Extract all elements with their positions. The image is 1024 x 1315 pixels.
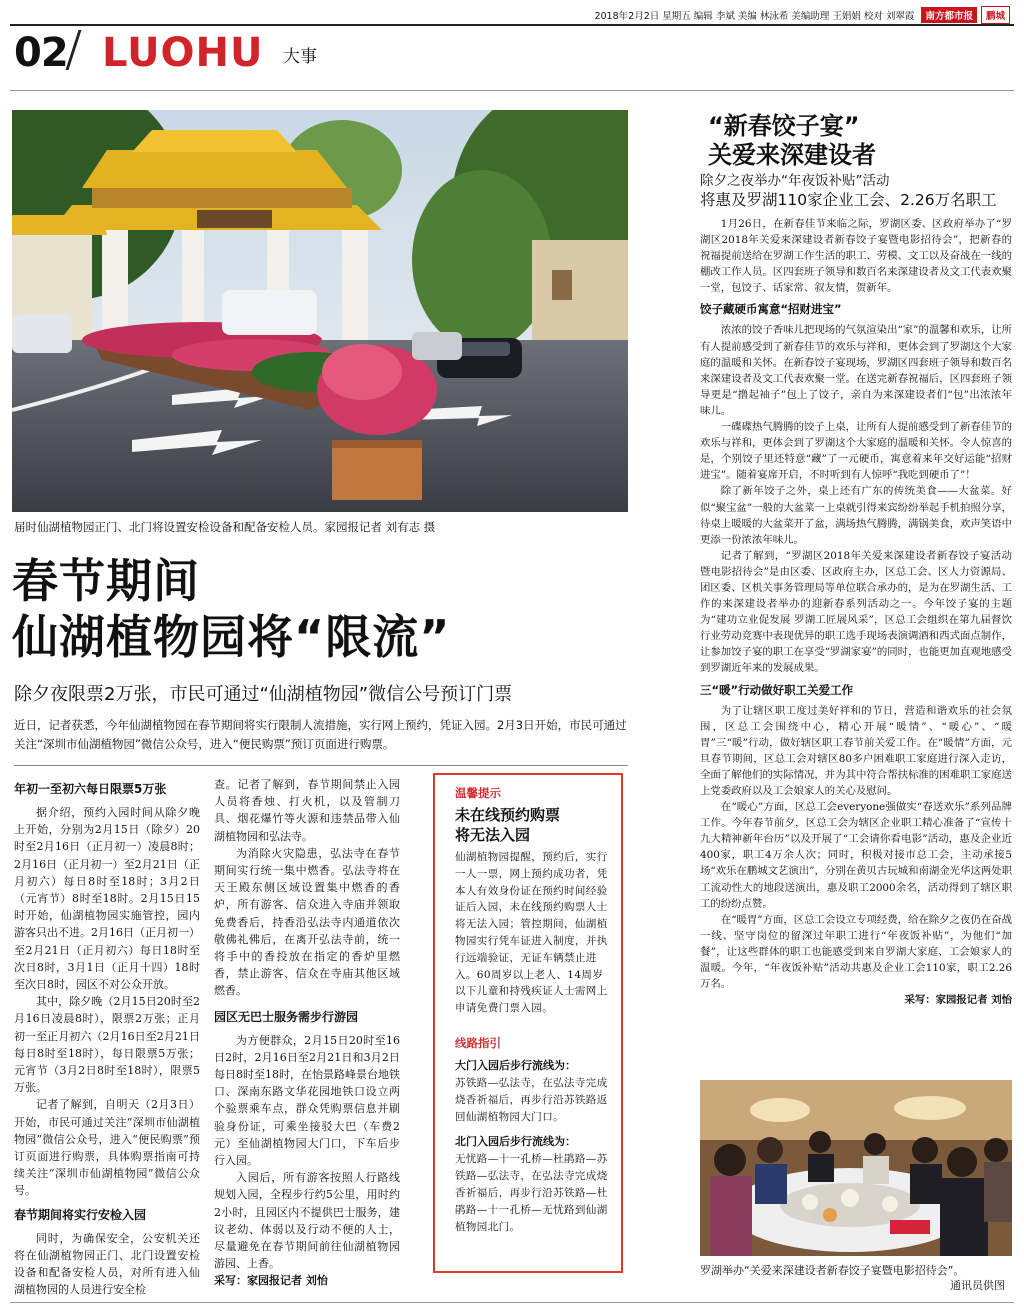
section-tag: 大事 xyxy=(283,47,317,67)
paragraph: 为了让辖区职工度过美好祥和的节日，营造和谐欢乐的社会氛围，区总工会围绕中心，精心开展“暖情”、“暖心”、“暖胃”三“暖”行动，做好辖区职工春节前关爱工作。在“暖情”方面，元旦春节期间，区总工会对辖区80多户困难职工家庭进行深入走访，全面了解他们的实际情况，并为其中符合帮扶标准的困难职工家庭送上党委政府以及工会娘家人的关心及慰问。 xyxy=(700,704,1012,797)
lead-rule xyxy=(14,765,628,766)
headline-line: “新春饺子宴” xyxy=(708,112,860,140)
paragraph: 入园后，所有游客按照人行路线规划入园，全程步行约5公里，用时约2小时，且园区内不提供巴士服务，建议老幼、体弱以及行动不便的人士，尽量避免在春节期间前往仙湖植物园游园、上香。 xyxy=(214,1171,400,1271)
paragraph: 为消除火灾隐患，弘法寺在春节期间实行统一集中燃香。弘法寺将在天王殿东侧区域设置集中燃香的香炉，所有游客、信众进入寺庙并领取免费香后，持香沿弘法寺内通道依次敬佛礼佛后，在离开弘法寺前，统一将手中的香投放在指定的香炉里燃香，禁止游客、信众在寺庙其他区域燃香。 xyxy=(214,846,400,998)
tips-box xyxy=(433,773,623,1273)
headline-line: 春节期间 xyxy=(12,554,200,608)
headline-line: 仙湖植物园将“限流” xyxy=(12,610,451,664)
article-column-2 xyxy=(214,776,400,1290)
photo-caption: 罗湖举办“关爱来深建设者新春饺子宴暨电影招待会”。 xyxy=(700,1264,965,1277)
sub-headline: 除夕夜限票2万张，市民可通过“仙湖植物园”微信公号预订门票 xyxy=(14,684,513,705)
editor-credits: 编辑 李斌 美编 林泳希 美编助理 王娟娟 校对 刘翠霞 xyxy=(693,11,915,22)
paragraph: 记者了解到，自明天（2月3日）开始，市民可通过关注“深圳市仙湖植物园”微信公众号，进入“便民购票”预订页面进行购票，具体购票指南可持续关注“深圳市仙湖植物园”微信公众号。 xyxy=(14,1098,200,1198)
right-headline xyxy=(708,112,876,170)
section-title: LUOHU xyxy=(102,30,264,76)
column-subhead: 园区无巴士服务需步行游园 xyxy=(214,1009,359,1024)
right-subheadline: 将惠及罗湖110家企业工会、2.26万名职工 xyxy=(700,191,997,209)
header-rule xyxy=(10,90,1014,91)
box-title-line: 将无法入园 xyxy=(455,826,531,844)
park-gate-photo xyxy=(12,110,628,512)
photo-credit: 通讯员供图 xyxy=(950,1279,1005,1292)
column-subhead: 春节期间将实行安检入园 xyxy=(14,1207,147,1222)
column-subhead: 三“暖”行动做好职工关爱工作 xyxy=(700,682,854,697)
route-text: 无忧路—十一孔桥—杜鹃路—苏铁路—弘法寺，在弘法寺完成烧香祈福后，再步行沿苏铁路—杜鹃路—十一孔桥—无忧路到仙湖植物园北门。 xyxy=(455,1153,608,1233)
paragraph: 据介绍，预约入园时间从除夕晚上开始，分别为2月15日（除夕）20时至2月16日（正月初一）凌晨8时；2月16日（正月初一）至2月21日（正月初六）每日8时至18时；3月2日（元宵节）8时至18时。2月15日15时开始，仙湖植物园实施管控，园内游客只出不进。2月16日（正月初一）至2月21日（正月初六）每日18时至次日8时，3月1日（正月十四）18时至次日8时，园区不对公众开放。 xyxy=(14,806,200,992)
bottom-rule xyxy=(10,1302,1014,1303)
city-logo: 鹏城 xyxy=(981,6,1010,24)
main-headline xyxy=(12,553,450,665)
article-column-1 xyxy=(14,780,200,1298)
route-title: 大门入园后步行流线为： xyxy=(455,1058,576,1072)
column-subhead: 年初一至初六每日限票5万张 xyxy=(14,782,167,796)
top-rule xyxy=(10,24,1014,26)
box-title-line: 未在线预约购票 xyxy=(455,806,561,824)
paragraph: 其中，除夕晚（2月15日20时至2月16日凌晨8时），限票2万张；正月初一至正月初六（2月16日至2月21日每日8时至18时），每日限票5万张；元宵节（3月2日8时至18时），限票5万张。 xyxy=(14,995,200,1095)
column-subhead: 饺子藏硬币寓意“招财进宝” xyxy=(700,302,842,317)
lead-paragraph: 近日，记者获悉，今年仙湖植物园在春节期间将实行限制人流措施，实行网上预约，凭证入园。2月3日开始，市民可通过关注“深圳市仙湖植物园”微信公众号，进入“便民购票”预订页面进行购票。 xyxy=(14,718,627,751)
paragraph: 查。记者了解到，春节期间禁止入园人员将香烛、打火机，以及管制刀具、烟花爆竹等火源和违禁品带入仙湖植物园和弘法寺。 xyxy=(214,778,400,843)
paragraph: 除了新年饺子之外，桌上还有广东的传统美食——大盆菜。好似“聚宝盆”一般的大盆菜一上桌就引得来宾纷纷举起手机拍照分享，待桌上暖暖的大盆菜开了盆，满场热气腾腾，满锅美食，欢声笑语中更添一份浓浓年味儿。 xyxy=(700,485,1012,546)
byline: 采写：家园报记者 刘怡 xyxy=(904,994,1012,1007)
section-slash xyxy=(66,30,82,70)
paragraph: 1月26日，在新春佳节来临之际，罗湖区委、区政府举办了“罗湖区2018年关爱来深建设者新春饺子宴暨电影招待会”，把新春的祝福提前送给在罗湖工作生活的职工、劳模、文工以及奋战在一线的棚改工作人员。区四套班子领导和数百名来深建设者及文工代表欢聚一堂，包饺子、话家常、叙友情，贺新年。 xyxy=(700,218,1012,295)
paragraph: 同时，为确保安全，公安机关还将在仙湖植物园正门、北门设置安检设备和配备安检人员，对所有进入仙湖植物园的人员进行安全检 xyxy=(14,1231,200,1297)
paragraph: 为方便群众，2月15日20时至16日2时，2月16日至2月21日和3月2日每日8时至18时，在怡景路峰景台地铁口、深南东路文华花园地铁口设立两个验票乘车点，群众凭购票信息并刷验身份证，可乘坐接驳大巴（车费2元）至仙湖植物园大门口，下车后步行入园。 xyxy=(214,1033,400,1168)
banquet-photo xyxy=(700,1080,1012,1256)
paragraph: 一碟碟热气腾腾的饺子上桌，让所有人提前感受到了新春佳节的欢乐与祥和，更体会到了罗湖这个大家庭的温暖和关怀。令人惊喜的是，个别饺子里还特意“藏”了一元硬币，寓意着来年交好运能“招财进宝”。随着宴席开启，不时听到有人惊呼“我吃到硬币了”！ xyxy=(700,421,1012,482)
box-title xyxy=(455,805,611,845)
paragraph: 记者了解到，“罗湖区2018年关爱来深建设者新春饺子宴活动暨电影招待会”是由区委、区政府主办，区总工会、区人力资源局、团区委、区机关事务管理局等单位联合承办的，是为在罗湖生活、工作的来深建设者举办的迎新春系列活动之一。今年饺子宴的主题为“建功立业促发展 罗湖工匠展风采”，区总工会组织在第九届督饮行业劳动竞赛中表现优异的职工选手现场表演调酒和西式面点制作，让参加饺子宴的职工在享受“罗湖家宴”的同时，也能更加直观地感受到罗湖近年来的发展成果。 xyxy=(700,549,1012,675)
section-number: 02 xyxy=(14,30,68,76)
issue-date: 2018年2月2日 星期五 xyxy=(594,11,691,22)
byline: 采写：家园报记者 刘怡 xyxy=(214,1274,328,1288)
masthead-info xyxy=(420,6,1010,24)
route-text: 苏铁路—弘法寺，在弘法寺完成烧香祈福后，再步行沿苏铁路返回仙湖植物园大门口。 xyxy=(455,1076,608,1123)
paragraph: 浓浓的饺子香味儿把现场的气氛渲染出“家”的温馨和欢乐，让所有人提前感受到了新春佳节的欢乐与祥和，更体会到了罗湖这个大家庭的温暖和关怀。在新春饺子宴现场，罗湖区四套班子领导和数百名来深建设者及文工代表欢聚一堂。在送完新春祝福后，区四套班子领导更是“撸起袖子”包上了饺子，亲自为来深建设者们“包”出浓浓年味儿。 xyxy=(700,324,1012,417)
box-paragraph: 仙湖植物园提醒，预约后，实行一人一票，网上预约成功者，凭本人有效身份证在预约时间经验证后入园，未在线预约购票人士将无法入园；管控期间，仙湖植物园实行凭车证进入制度，并执行远端验证，无证车辆禁止进入。60周岁以上老人、14周岁以下儿童和持残疾证人士需网上申请免费门票入园。 xyxy=(455,851,608,1015)
paragraph: 在“暖胃”方面，区总工会设立专项经费，给在除夕之夜仍在奋战一线、坚守岗位的留深过年职工进行“年夜饭补贴”，为他们“加餐”，让这些群体的职工也能感受到来自罗湖大家庭、工会娘家人的温暖。今年，“年夜饭补贴”活动共惠及企业工会110家，职工2.26万名。 xyxy=(700,913,1012,991)
paragraph: 在“暖心”方面，区总工会everyone强做实“春送欢乐”系列品牌工作。今年春节前夕，区总工会为辖区企业职工精心准备了“宣传十九大精神新年台历”以及开展了“工会请你看电影”活动，惠及企业近400家，职工4万余人次；同时，积极对接市总工会，主动承接5场“欢乐在鹏城文艺演出”，分别在黄贝古玩城和南湖金光华这两处职工流动性大的地段送演出，惠及职工2000余名，活动得到了辖区职工的纷纷点赞。 xyxy=(700,801,1012,910)
photo-caption: 届时仙湖植物园正门、北门将设置安检设备和配备安检人员。家园报记者 刘有志 摄 xyxy=(14,520,436,534)
headline-line: 关爱来深建设者 xyxy=(708,141,876,169)
right-article-body xyxy=(700,216,1012,1008)
route-label: 线路指引 xyxy=(455,1035,501,1050)
route-title: 北门入园后步行流线为： xyxy=(455,1135,576,1149)
newspaper-logo: 南方都市报 xyxy=(921,7,977,23)
box-label: 温馨提示 xyxy=(455,786,501,800)
right-subheadline: 除夕之夜举办“年夜饭补贴”活动 xyxy=(700,173,890,189)
